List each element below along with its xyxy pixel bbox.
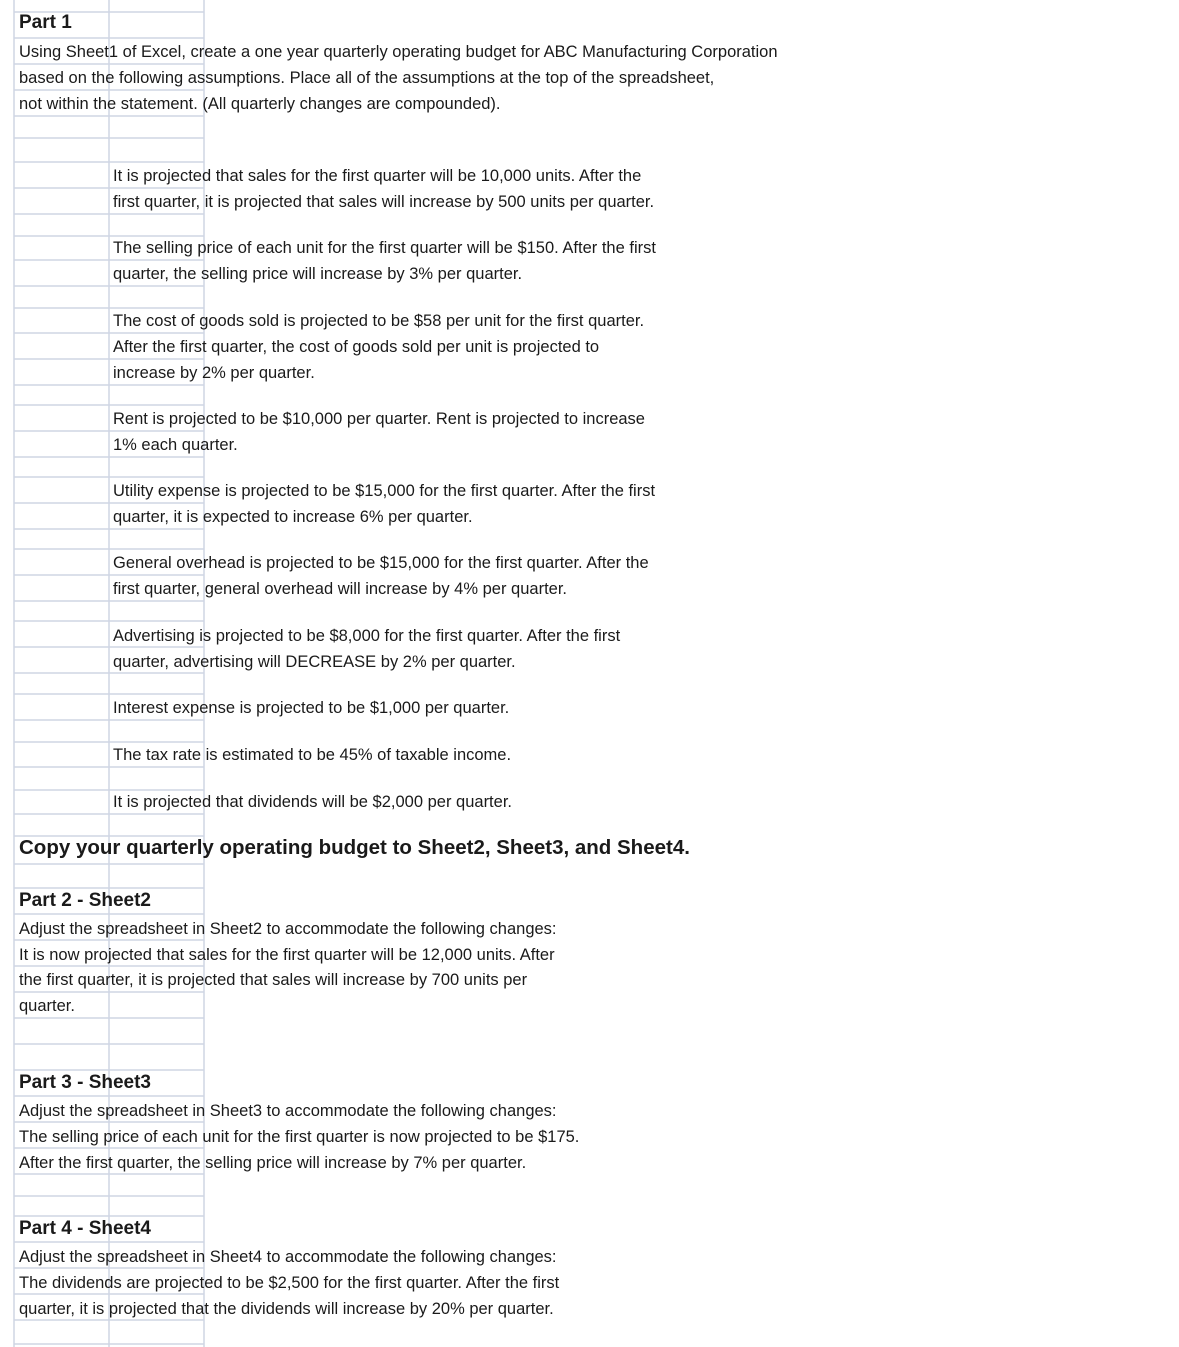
part4-title: Part 4 - Sheet4 (19, 1218, 151, 1239)
assumption-overhead: General overhead is projected to be $15,000 for the first quarter. After the (113, 554, 649, 572)
part1-intro-line: Using Sheet1 of Excel, create a one year quarterly operating budget for ABC Manufacturing Corporation (19, 43, 778, 61)
part2-title: Part 2 - Sheet2 (19, 890, 151, 911)
assumption-interest: Interest expense is projected to be $1,000 per quarter. (113, 699, 510, 717)
assumption-utility: quarter, it is expected to increase 6% per quarter. (113, 508, 473, 526)
assumption-cogs: The cost of goods sold is projected to be $58 per unit for the first quarter. (113, 312, 645, 330)
copy-instruction: Copy your quarterly operating budget to Sheet2, Sheet3, and Sheet4. (19, 836, 690, 859)
assumption-rent: 1% each quarter. (113, 436, 238, 454)
assumption-dividends: It is projected that dividends will be $2,000 per quarter. (113, 793, 512, 811)
part3-title: Part 3 - Sheet3 (19, 1072, 151, 1093)
assumption-advertising: Advertising is projected to be $8,000 for the first quarter. After the first (113, 627, 621, 645)
part2-line: Adjust the spreadsheet in Sheet2 to accommodate the following changes: (19, 920, 557, 938)
part1-title: Part 1 (19, 12, 72, 33)
assumption-selling-price: quarter, the selling price will increase by 3% per quarter. (113, 265, 523, 283)
assumption-tax-rate: The tax rate is estimated to be 45% of taxable income. (113, 746, 512, 764)
assumption-sales: first quarter, it is projected that sales will increase by 500 units per quarter. (113, 193, 655, 211)
assumption-overhead: first quarter, general overhead will increase by 4% per quarter. (113, 580, 567, 598)
part2-line: quarter. (19, 997, 75, 1015)
assumption-cogs: increase by 2% per quarter. (113, 364, 315, 382)
assumption-cogs: After the first quarter, the cost of goods sold per unit is projected to (113, 338, 600, 356)
part4-line: The dividends are projected to be $2,500 for the first quarter. After the first (19, 1274, 560, 1292)
part4-line: Adjust the spreadsheet in Sheet4 to accommodate the following changes: (19, 1248, 557, 1266)
part4-line: quarter, it is projected that the dividends will increase by 20% per quarter. (19, 1300, 554, 1318)
part3-line: Adjust the spreadsheet in Sheet3 to accommodate the following changes: (19, 1102, 557, 1120)
assumption-utility: Utility expense is projected to be $15,000 for the first quarter. After the first (113, 482, 656, 500)
part2-line: It is now projected that sales for the first quarter will be 12,000 units. After (19, 946, 555, 964)
part2-line: the first quarter, it is projected that sales will increase by 700 units per (19, 971, 528, 989)
part1-intro-line: not within the statement. (All quarterly changes are compounded). (19, 95, 501, 113)
part3-line: The selling price of each unit for the first quarter is now projected to be $175. (19, 1128, 580, 1146)
assumption-selling-price: The selling price of each unit for the first quarter will be $150. After the first (113, 239, 656, 257)
part1-intro-line: based on the following assumptions. Place all of the assumptions at the top of the spreadsheet, (19, 69, 715, 87)
part3-line: After the first quarter, the selling price will increase by 7% per quarter. (19, 1154, 527, 1172)
assumption-sales: It is projected that sales for the first quarter will be 10,000 units. After the (113, 167, 642, 185)
assumption-rent: Rent is projected to be $10,000 per quarter. Rent is projected to increase (113, 410, 645, 428)
assumption-advertising: quarter, advertising will DECREASE by 2% per quarter. (113, 653, 516, 671)
